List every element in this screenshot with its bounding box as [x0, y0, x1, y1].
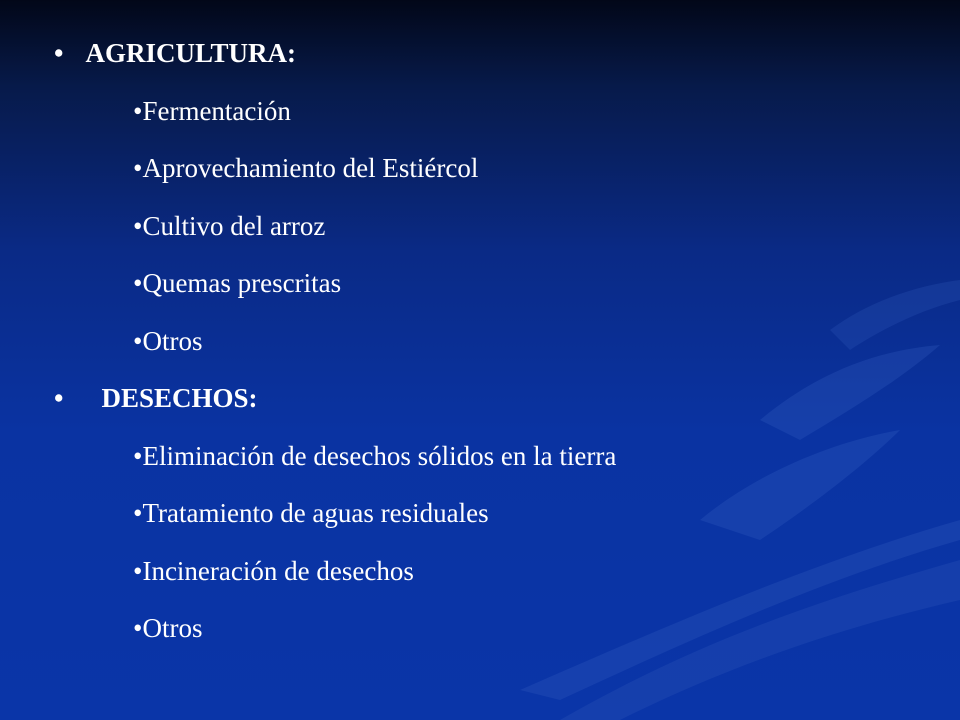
section-agricultura-heading: [54, 37, 296, 69]
list-item-estiercol: •Aprovechamiento del Estiércol: [133, 153, 479, 183]
heading-text: DESECHOS:: [101, 383, 258, 413]
list-item-incineracion: •Incineración de desechos: [133, 556, 414, 586]
list-item-solidos: •Eliminación de desechos sólidos en la tierra: [133, 441, 617, 471]
list-item-otros-agricultura: •Otros: [133, 326, 203, 356]
list-item-aguas: •Tratamiento de aguas residuales: [133, 498, 489, 528]
list-item-arroz: •Cultivo del arroz: [133, 211, 326, 241]
bullet-icon: •: [54, 383, 64, 413]
list-item-fermentacion: •Fermentación: [133, 96, 291, 126]
list-item-otros-desechos: •Otros: [133, 613, 203, 643]
bullet-icon: •: [54, 38, 64, 68]
list-item-quemas: •Quemas prescritas: [133, 268, 342, 298]
section-desechos-heading: [54, 382, 258, 414]
heading-text: AGRICULTURA:: [85, 38, 296, 68]
